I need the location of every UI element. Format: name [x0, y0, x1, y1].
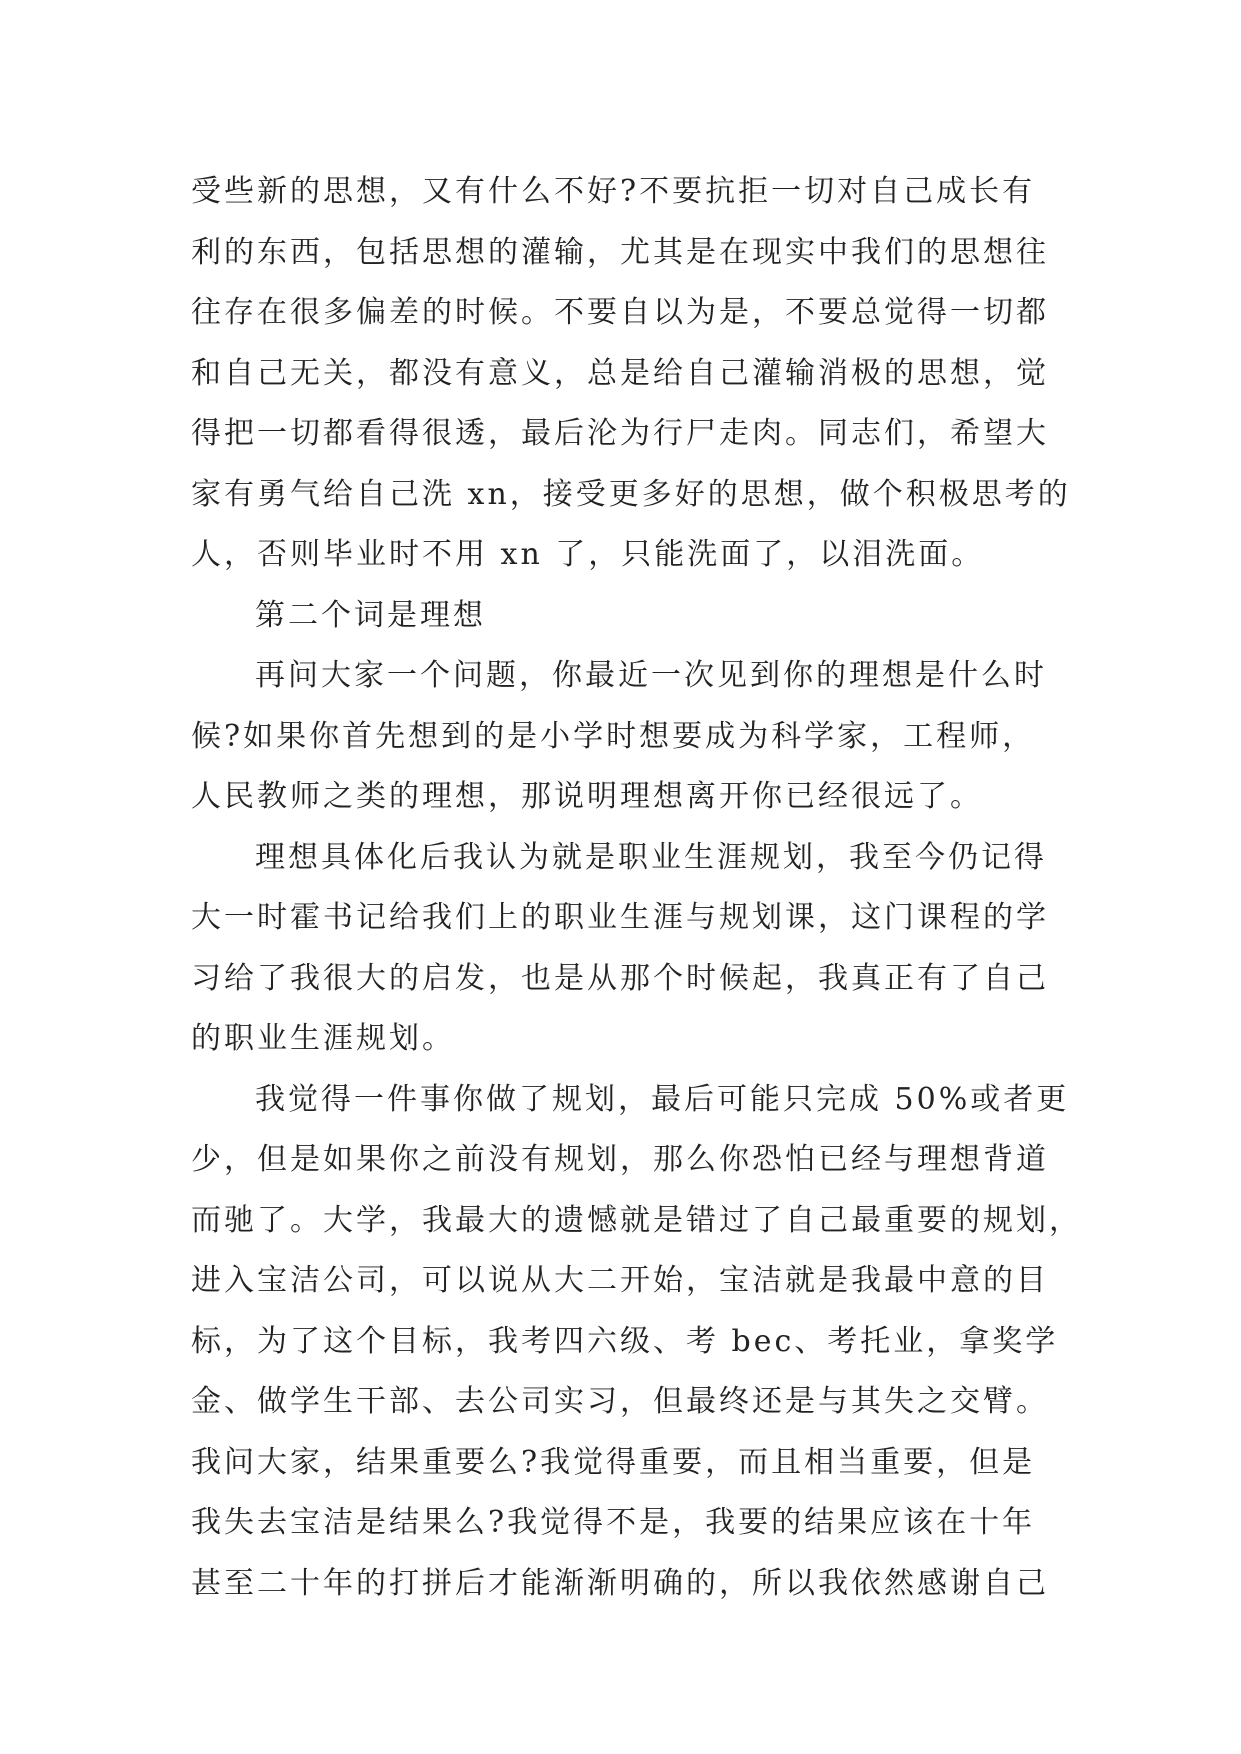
text-line: 我失去宝洁是结果么?我觉得不是，我要的结果应该在十年 — [191, 1505, 1036, 1540]
text-line: 的职业生涯规划。 — [191, 1021, 455, 1056]
body-text — [191, 162, 1082, 1614]
text-line: 少，但是如果你之前没有规划，那么你恐怕已经与理想背道 — [191, 1142, 1049, 1177]
text-line: 人民教师之类的理想，那说明理想离开你已经很远了。 — [191, 779, 983, 814]
text-line: 人，否则毕业时不用 xn 了，只能洗面了，以泪洗面。 — [191, 537, 985, 572]
text-line: 理想具体化后我认为就是职业生涯规划，我至今仍记得 — [255, 839, 1047, 875]
text-line: 得把一切都看得很透，最后沦为行尸走肉。同志们，希望大 — [191, 416, 1049, 451]
text-line: 受些新的思想，又有什么不好?不要抗拒一切对自己成长有 — [191, 174, 1036, 209]
text-line: 大一时霍书记给我们上的职业生涯与规划课，这门课程的学 — [191, 900, 1049, 935]
text-line: 和自己无关，都没有意义，总是给自己灌输消极的思想，觉 — [191, 355, 1049, 391]
text-line: 我觉得一件事你做了规划，最后可能只完成 50%或者更 — [255, 1081, 1070, 1117]
text-line: 再问大家一个问题，你最近一次见到你的理想是什么时 — [255, 658, 1047, 693]
text-line: 候?如果你首先想到的是小学时想要成为科学家，工程师， — [191, 718, 1036, 754]
text-line: 家有勇气给自己洗 xn，接受更多好的思想，做个积极思考的 — [191, 476, 1071, 512]
text-line: 金、做学生干部、去公司实习，但最终还是与其失之交臂。 — [191, 1384, 1049, 1419]
text-line: 利的东西，包括思想的灌输，尤其是在现实中我们的思想往 — [191, 234, 1049, 270]
text-line: 我问大家，结果重要么?我觉得重要，而且相当重要，但是 — [191, 1444, 1036, 1480]
text-line: 标，为了这个目标，我考四六级、考 bec、考托业，拿奖学 — [191, 1323, 1059, 1359]
text-line: 第二个词是理想 — [255, 597, 486, 633]
text-line: 往存在很多偏差的时候。不要自以为是，不要总觉得一切都 — [191, 295, 1049, 330]
text-line: 甚至二十年的打拼后才能渐渐明确的，所以我依然感谢自己 — [191, 1565, 1049, 1601]
text-line: 进入宝洁公司，可以说从大二开始，宝洁就是我最中意的目 — [191, 1263, 1049, 1298]
text-line: 习给了我很大的启发，也是从那个时候起，我真正有了自己 — [191, 960, 1049, 996]
text-line: 而驰了。大学，我最大的遗憾就是错过了自己最重要的规划， — [191, 1202, 1082, 1238]
